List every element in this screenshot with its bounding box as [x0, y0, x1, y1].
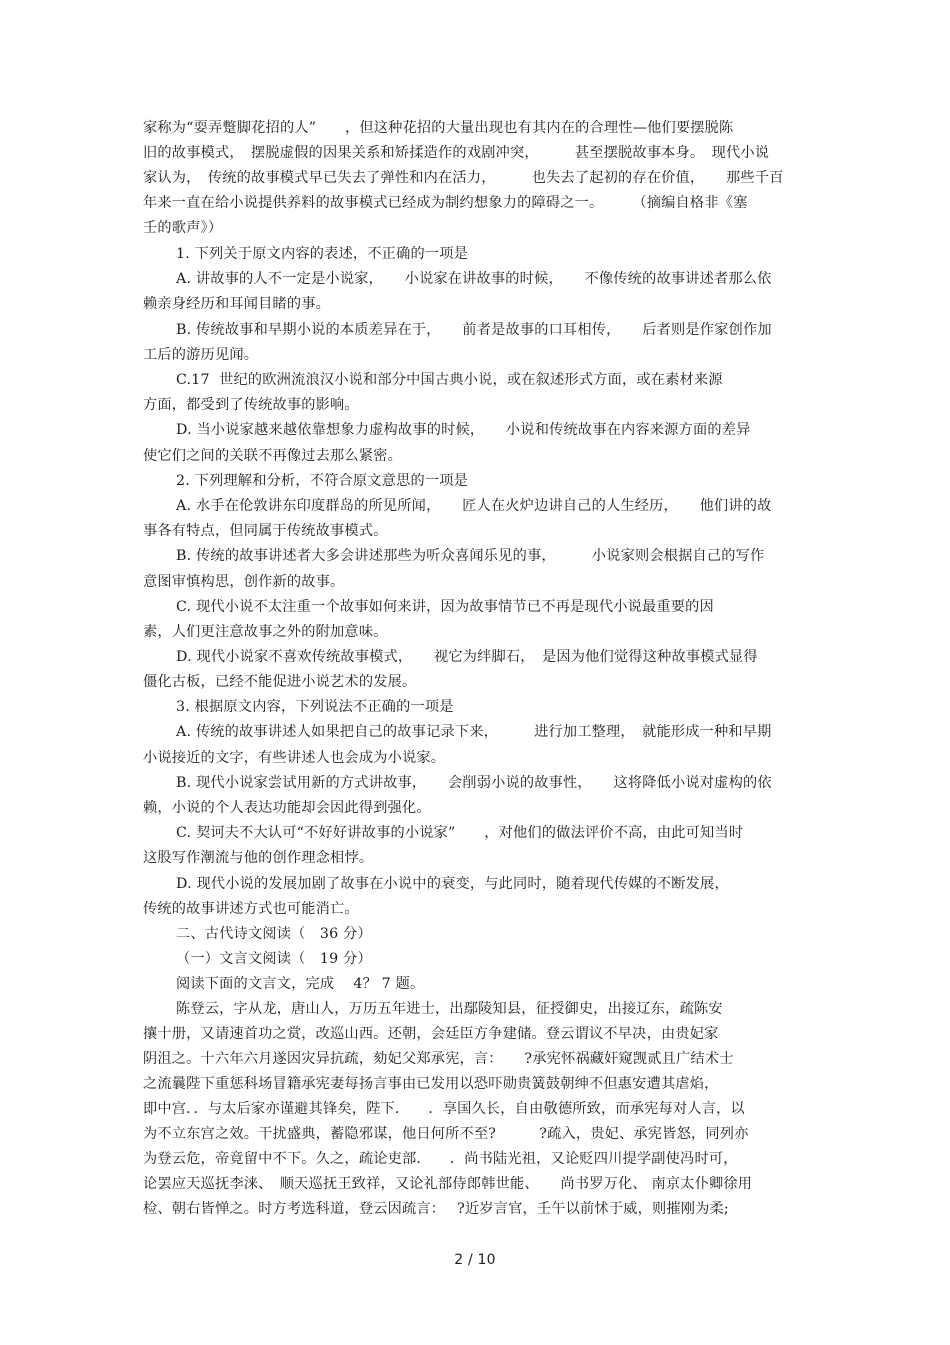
- text-line: 工后的游历见闻。: [143, 347, 259, 363]
- text-line: 方面，都受到了传统故事的影响。: [143, 397, 359, 413]
- classical-text-line: 即中宫．．与太后家亦谨避其锋矣，陛下. ．享国久长，自由敬德所致，而承宪每对人言，以: [143, 1101, 745, 1117]
- option-1c: C.17 世纪的欧洲流浪汉小说和部分中国古典小说，或在叙述形式方面，或在素材来源: [176, 372, 723, 388]
- text-line: 传统的故事讲述方式也可能消亡。: [143, 901, 359, 917]
- text-line: 家称为“耍弄蹩脚花招的人” ，但这种花招的大量出现也有其内在的合理性—他们要摆脱陈: [143, 120, 734, 136]
- page-number: 2 / 10: [454, 1252, 496, 1268]
- option-3b: B. 现代小说家尝试用新的方式讲故事， 会削弱小说的故事性， 这将降低小说对虚构的依: [176, 775, 772, 791]
- text-line: 年来一直在给小说提供养料的故事模式已经成为制约想象力的障碍之一。 （摘编自格非《塞: [143, 195, 748, 211]
- option-3d: D. 现代小说的发展加剧了故事在小说中的衰变，与此同时，随着现代传媒的不断发展，: [176, 876, 729, 892]
- classical-text-line: 为不立东宫之效。干扰盛典，蓄隐邪谋，他日何所不至? ?疏入，贵妃、承宪皆怒，同列亦: [143, 1126, 749, 1142]
- option-3c: C. 契诃夫不大认可“不好好讲故事的小说家” ，对他们的做法评价不高，由此可知当时: [176, 825, 744, 841]
- text-line: 使它们之间的关联不再像过去那么紧密。: [143, 448, 402, 464]
- option-2c: C. 现代小说不太注重一个故事如何来讲，因为故事情节已不再是现代小说最重要的因: [176, 599, 714, 615]
- instruction-line: 阅读下面的文言文，完成 4？ 7 题。: [176, 976, 425, 992]
- option-2b: B. 传统的故事讲述者大多会讲述那些为听众喜闻乐见的事， 小说家则会根据自己的写作: [176, 548, 765, 564]
- section-heading: 二、古代诗文阅读（ 36 分）: [176, 926, 372, 942]
- text-line: 意图审慎构思，创作新的故事。: [143, 574, 345, 590]
- question-3: 3. 根据原文内容，下列说法不正确的一项是: [176, 699, 454, 715]
- classical-text-line: 论罢应天巡抚李涞、 顺天巡抚王致祥，又论礼部侍郎韩世能、 尚书罗万化、 南京太仆卿徐用: [143, 1176, 753, 1192]
- text-line: 这股写作潮流与他的创作理念相悖。: [143, 850, 374, 866]
- text-line: 素，人们更注意故事之外的附加意味。: [143, 624, 388, 640]
- classical-text-line: 为登云危，帝竟留中不下。久之，疏论吏部. ．尚书陆光祖，又论贬四川提学副使冯时可，: [143, 1151, 738, 1167]
- subsection-heading: （一）文言文阅读（ 19 分）: [176, 951, 372, 967]
- text-line: 旧的故事模式， 摆脱虚假的因果关系和矫揉造作的戏剧冲突， 甚至摆脱故事本身。 现代小说: [143, 145, 770, 161]
- option-2d: D. 现代小说家不喜欢传统故事模式， 视它为绊脚石， 是因为他们觉得这种故事模式显得: [176, 649, 758, 665]
- text-line: 僵化古板，已经不能促进小说艺术的发展。: [143, 674, 417, 690]
- classical-text-line: 陈登云，字从龙，唐山人，万历五年进士，出鄢陵知县，征授御史，出接辽东，疏陈安: [176, 1001, 723, 1017]
- text-line: 赖亲身经历和耳闻目睹的事。: [143, 296, 331, 312]
- text-line: 家认为， 传统的故事模式早已失去了弹性和内在活力， 也失去了起初的存在价值， 那些千百: [143, 170, 784, 186]
- question-2: 2. 下列理解和分析，不符合原文意思的一项是: [176, 473, 469, 489]
- classical-text-line: 检、朝右皆惮之。时方考选科道，登云因疏言： ?近岁言官，壬午以前怵于威，则摧刚为柔;: [143, 1201, 729, 1217]
- text-line: 小说接近的文字，有些讲述人也会成为小说家。: [143, 750, 446, 766]
- text-line: 壬的歌声》）: [143, 220, 223, 236]
- option-3a: A. 传统的故事讲述人如果把自己的故事记录下来， 进行加工整理， 就能形成一种和早期: [176, 724, 772, 740]
- question-1: 1. 下列关于原文内容的表述，不正确的一项是: [176, 246, 469, 262]
- classical-text-line: 阴沮之。十六年六月遂因灾异抗疏，劾妃父郑承宪，言： ?承宪怀祸藏奸窥觊贰且广结术士: [143, 1051, 734, 1067]
- classical-text-line: 攘十册，又请速首功之赏，改巡山西。还朝，会廷臣方争建储。登云谓议不早决，由贵妃家: [143, 1026, 719, 1042]
- option-2a: A. 水手在伦敦讲东印度群岛的所见所闻， 匠人在火炉边讲自己的人生经历， 他们讲的故: [176, 498, 772, 514]
- option-1b: B. 传统故事和早期小说的本质差异在于， 前者是故事的口耳相传， 后者则是作家创作加: [176, 322, 772, 338]
- text-line: 事各有特点，但同属于传统故事模式。: [143, 523, 388, 539]
- classical-text-line: 之流曩陛下重惩科场冒籍承宪妻每扬言事由已发用以恐吓勋贵簧鼓朝绅不但惠安遭其虐焰，: [143, 1076, 719, 1092]
- option-1a: A. 讲故事的人不一定是小说家， 小说家在讲故事的时候， 不像传统的故事讲述者那么依: [176, 271, 772, 287]
- text-line: 赖，小说的个人表达功能却会因此得到强化。: [143, 800, 431, 816]
- option-1d: D. 当小说家越来越依靠想象力虚构故事的时候， 小说和传统故事在内容来源方面的差异: [176, 422, 751, 438]
